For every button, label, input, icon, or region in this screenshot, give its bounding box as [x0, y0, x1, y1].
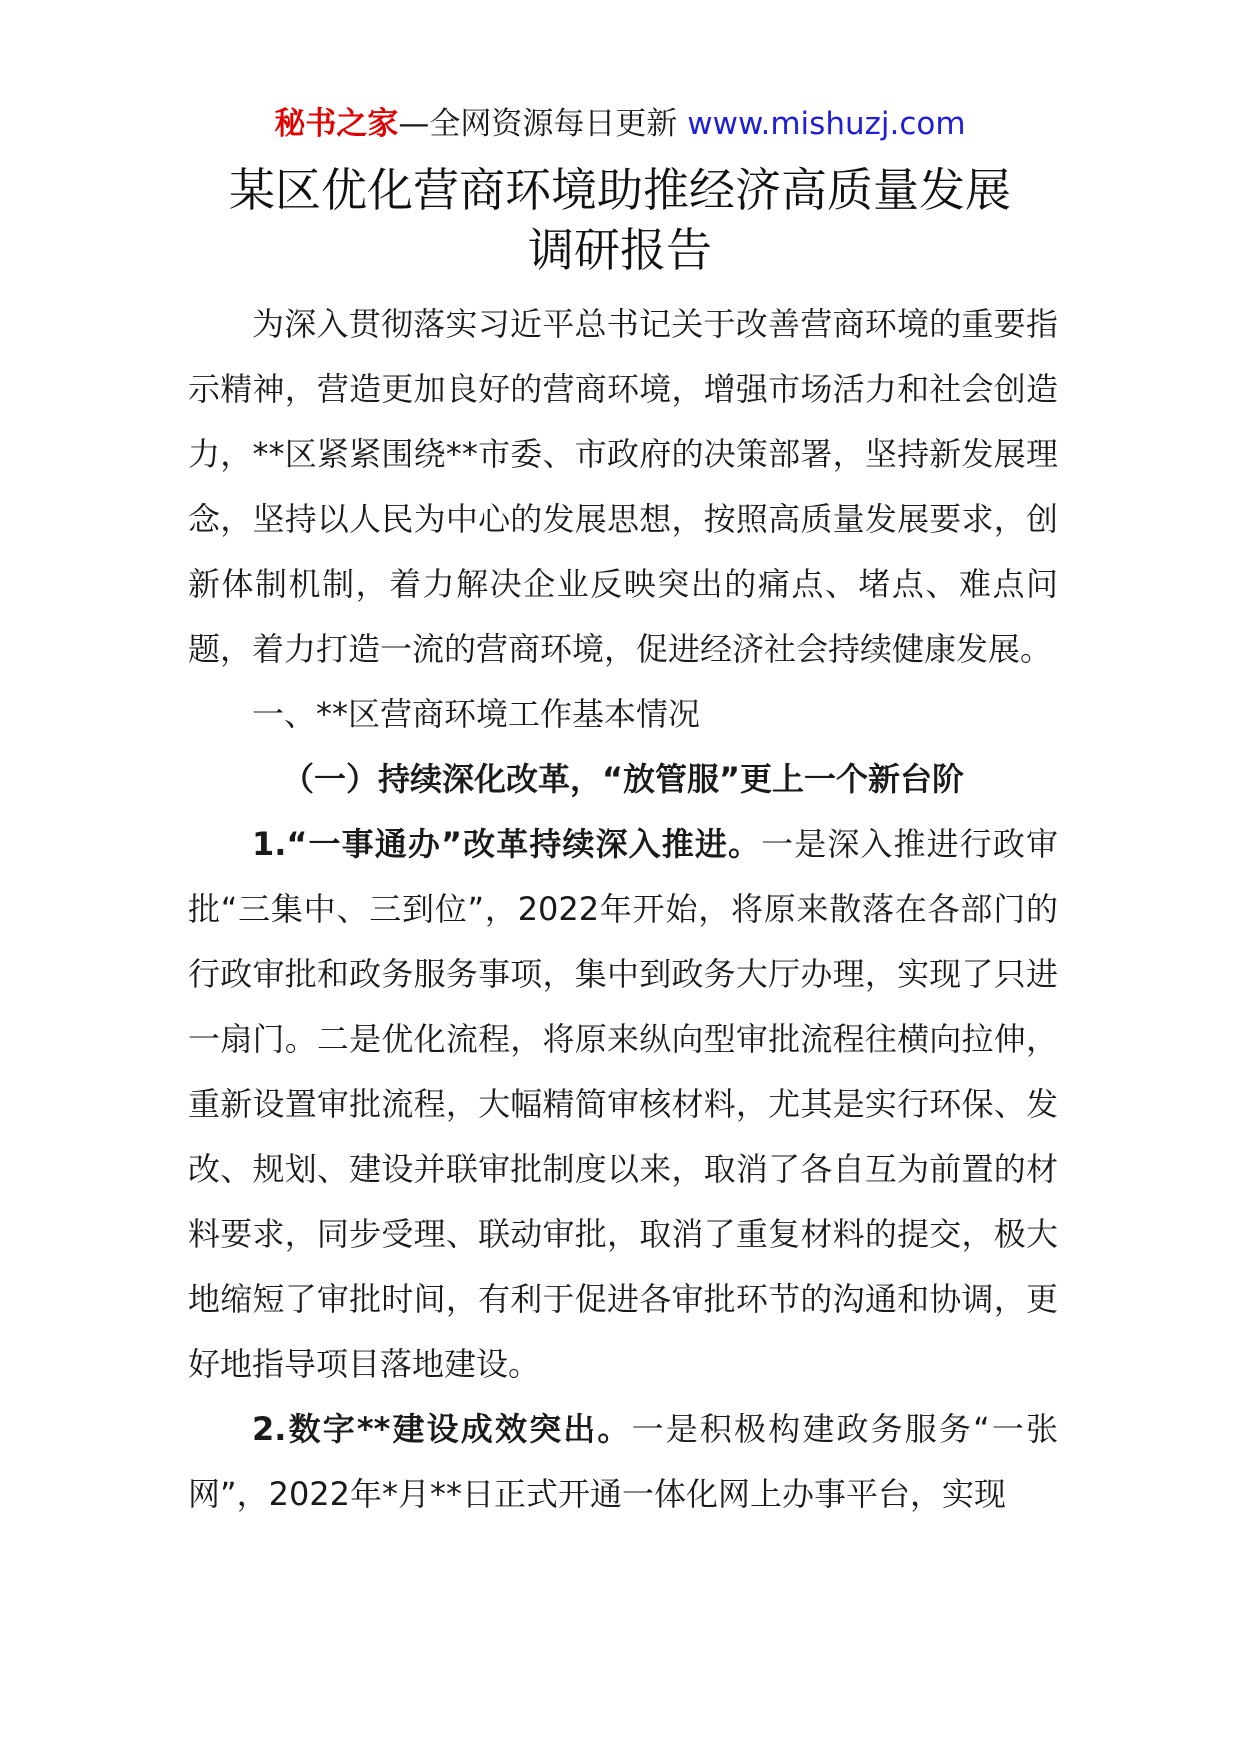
brand-name: 秘书之家 [274, 106, 399, 142]
item-1-lead: 1.“一事通办”改革持续深入推进。 [252, 825, 762, 863]
section-heading-1: 一、**区营商环境工作基本情况 [252, 695, 701, 733]
item-2-lead: 2.数字**建设成效突出。 [252, 1410, 632, 1448]
document-body [188, 292, 1058, 1527]
banner-tagline: —全网资源每日更新 [398, 106, 688, 142]
item-1-text: 一是深入推进行政审批“三集中、三到位”，2022年开始，将原来散落在各部门的行政审批和政务服务事项，集中到政务大厅办理，实现了只进一扇门。二是优化流程，将原来纵向型审批流程往横向拉伸，重新设置审批流程，大幅精简审核材料，尤其是实行环保、发改、规划、建设并联审批制度以来，取消了各自互为前置的材料要求，同步受理、联动审批，取消了重复材料的提交，极大地缩短了审批时间，有利于促进各审批环节的沟通和协调，更好地指导项目落地建设。 [188, 825, 1058, 1383]
subsection-heading-1: （一）持续深化改革，“放管服”更上一个新台阶 [281, 760, 965, 798]
site-banner [0, 104, 1240, 144]
item-2-text: 一是积极构建政务服务“一张网”，2022年*月**日正式开通一体化网上办事平台，实现 [188, 1410, 1058, 1513]
item-paragraph-2 [188, 1397, 1058, 1527]
title-line-2: 调研报告 [528, 223, 712, 277]
title-line-1: 某区优化营商环境助推经济高质量发展 [229, 163, 1011, 217]
document-title [0, 160, 1240, 280]
intro-paragraph: 为深入贯彻落实习近平总书记关于改善营商环境的重要指示精神，营造更加良好的营商环境，增强市场活力和社会创造力，**区紧紧围绕**市委、市政府的决策部署，坚持新发展理念，坚持以人民为中心的发展思想，按照高质量发展要求，创新体制机制，着力解决企业反映突出的痛点、堵点、难点问题，着力打造一流的营商环境，促进经济社会持续健康发展。 [188, 305, 1058, 668]
site-url-link[interactable]: www.mishuzj.com [687, 106, 966, 142]
item-paragraph-1 [188, 812, 1058, 1397]
